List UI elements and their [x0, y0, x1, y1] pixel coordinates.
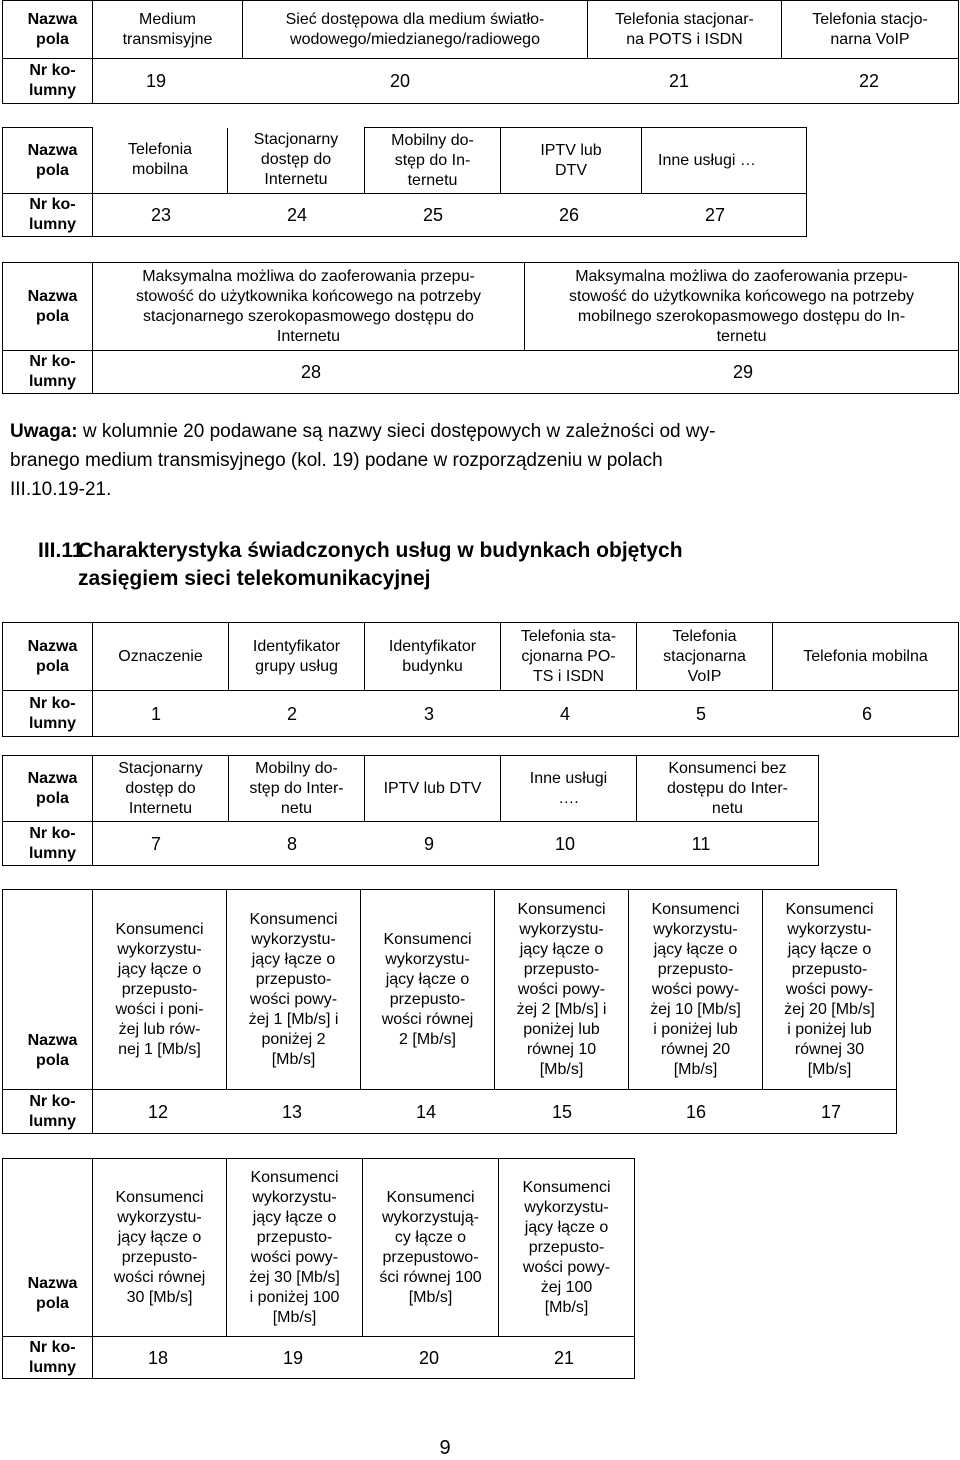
column-header: IPTV lub DTV: [365, 756, 501, 822]
column-header: Telefonia sta- cjonarna PO- TS i ISDN: [501, 623, 637, 691]
column-number: 20: [389, 71, 411, 91]
column-number: 12: [147, 1101, 169, 1122]
section-title: Charakterystyka świadczonych usług w budynkach objętych zasięgiem sieci telekomunikacyjnej: [78, 539, 683, 590]
row-label-name: Nazwa pola: [3, 623, 93, 691]
column-header: Telefonia stacjonar- na POTS i ISDN: [588, 1, 782, 59]
column-numbers-row: [93, 59, 959, 104]
column-header: Inne usługi …: [642, 128, 807, 194]
column-number: 21: [553, 1347, 575, 1368]
column-header: Telefonia mobilna: [93, 128, 228, 194]
column-header: Stacjonarny dostęp do Internetu: [93, 756, 229, 822]
row-label-number: Nr ko- lumny: [3, 1337, 93, 1379]
table-consumers-low: [2, 889, 897, 1134]
table-internet-access: [2, 755, 819, 866]
column-header: Telefonia mobilna: [773, 623, 959, 691]
column-header: Konsumenci wykorzystu- jący łącze o przepusto- wości powy- żej 10 [Mb/s] i poniżej lub równej 20 [Mb/s]: [629, 890, 763, 1090]
column-number: 9: [423, 833, 435, 854]
column-numbers-row: [93, 351, 959, 394]
column-number: 29: [732, 362, 754, 382]
column-number: 26: [558, 205, 580, 225]
row-label-number: Nr ko- lumny: [3, 691, 93, 737]
column-header: Telefonia stacjonarna VoIP: [637, 623, 773, 691]
column-header: Konsumenci wykorzystu- jący łącze o przepusto- wości powy- żej 100 [Mb/s]: [499, 1159, 635, 1337]
column-header: Konsumenci wykorzystu- jący łącze o przepusto- wości powy- żej 1 [Mb/s] i poniżej 2 [Mb/s]: [227, 890, 361, 1090]
row-label-name: Nazwa pola: [3, 756, 93, 822]
column-numbers-row: [93, 1090, 897, 1134]
column-number: 20: [418, 1347, 440, 1368]
column-number: 15: [551, 1101, 573, 1122]
column-number: 17: [820, 1101, 842, 1122]
note-text: w kolumnie 20 podawane są nazwy sieci dostępowych w zależności od wy- branego medium transmisyjnego (kol. 19) podane w rozporządzeniu w polach III.10.19-21.: [10, 421, 716, 500]
section-number: III.11: [38, 539, 84, 562]
column-number: 23: [150, 205, 172, 225]
column-number: 4: [559, 703, 571, 724]
row-label-number: Nr ko- lumny: [3, 351, 93, 394]
table-building-services: [2, 622, 959, 737]
column-number: 10: [554, 833, 576, 854]
column-header: Konsumenci wykorzystu- jący łącze o przepusto- wości powy- żej 30 [Mb/s] i poniżej 100 [Mb/s]: [227, 1159, 363, 1337]
column-number: 16: [685, 1101, 707, 1122]
column-header: Stacjonarny dostęp do Internetu: [228, 128, 365, 194]
column-header: Konsumenci wykorzystu- jący łącze o przepusto- wości równej 2 [Mb/s]: [361, 890, 495, 1090]
column-number: 11: [691, 833, 711, 854]
note-label: Uwaga:: [10, 421, 78, 442]
column-header: IPTV lub DTV: [501, 128, 642, 194]
table-max-throughput: [2, 262, 959, 394]
column-numbers-row: [93, 822, 819, 866]
column-header: Telefonia stacjo- narna VoIP: [782, 1, 959, 59]
column-header: Konsumenci wykorzystu- jący łącze o przepusto- wości i poni- żej lub rów- nej 1 [Mb/s]: [93, 890, 227, 1090]
row-label-name: Nazwa pola: [3, 1, 93, 59]
column-header: Mobilny do- stęp do In- ternetu: [365, 128, 501, 194]
row-label-number: Nr ko- lumny: [3, 1090, 93, 1134]
column-header: Identyfikator budynku: [365, 623, 501, 691]
column-number: 21: [668, 71, 690, 91]
table-consumers-high: [2, 1158, 635, 1379]
column-number: 28: [300, 362, 322, 382]
column-number: 18: [147, 1347, 169, 1368]
column-header: Konsumenci wykorzystu- jący łącze o przepusto- wości równej 30 [Mb/s]: [93, 1159, 227, 1337]
row-label-name: Nazwa pola: [3, 1159, 93, 1337]
column-number: 27: [704, 205, 726, 225]
column-header: Konsumenci bez dostępu do Inter- netu: [637, 756, 819, 822]
row-label-name: Nazwa pola: [3, 263, 93, 351]
table-services: [2, 127, 807, 237]
column-number: 19: [282, 1347, 304, 1368]
page-number: 9: [439, 1437, 451, 1459]
column-header: Maksymalna możliwa do zaoferowania przepu- stowość do użytkownika końcowego na potrzeby stacjonarnego szerokopasmowego dostępu do Internetu: [93, 263, 525, 351]
column-number: 22: [858, 71, 880, 91]
column-number: 13: [281, 1101, 303, 1122]
column-number: 2: [286, 703, 298, 724]
column-number: 8: [286, 833, 298, 854]
column-number: 1: [150, 703, 162, 724]
column-number: 5: [695, 703, 707, 724]
row-label-number: Nr ko- lumny: [3, 59, 93, 104]
row-label-number: Nr ko- lumny: [3, 194, 93, 237]
row-label-name: Nazwa pola: [3, 128, 93, 194]
column-header: Konsumenci wykorzystu- jący łącze o przepusto- wości powy- żej 20 [Mb/s] i poniżej lub równej 30 [Mb/s]: [763, 890, 897, 1090]
row-label-number: Nr ko- lumny: [3, 822, 93, 866]
column-number: 7: [150, 833, 162, 854]
column-header: Medium transmisyjne: [93, 1, 243, 59]
column-header: Konsumenci wykorzystu- jący łącze o przepusto- wości powy- żej 2 [Mb/s] i poniżej lub równej 10 [Mb/s]: [495, 890, 629, 1090]
column-header: Sieć dostępowa dla medium światło- wodowego/miedzianego/radiowego: [243, 1, 588, 59]
column-number: 25: [422, 205, 444, 225]
column-number: 19: [145, 71, 167, 91]
column-number: 6: [861, 703, 873, 724]
section-heading: [38, 537, 683, 593]
column-header: Identyfikator grupy usług: [229, 623, 365, 691]
column-header: Mobilny do- stęp do Inter- netu: [229, 756, 365, 822]
column-number: 14: [415, 1101, 437, 1122]
column-header: Konsumenci wykorzystują- cy łącze o przepustowo- ści równej 100 [Mb/s]: [363, 1159, 499, 1337]
column-header: Oznaczenie: [93, 623, 229, 691]
column-number: 3: [423, 703, 435, 724]
column-header: Maksymalna możliwa do zaoferowania przepu- stowość do użytkownika końcowego na potrzeby mobilnego szerokopasmowego dostępu do In- ternetu: [525, 263, 959, 351]
column-numbers-row: [93, 1337, 635, 1379]
table-network-medium: [2, 0, 959, 104]
column-numbers-row: [93, 194, 807, 237]
note-paragraph: [10, 417, 910, 504]
column-header: Inne usługi ….: [501, 756, 637, 822]
column-numbers-row: [93, 691, 959, 737]
row-label-name: Nazwa pola: [3, 890, 93, 1090]
column-number: 24: [286, 205, 308, 225]
